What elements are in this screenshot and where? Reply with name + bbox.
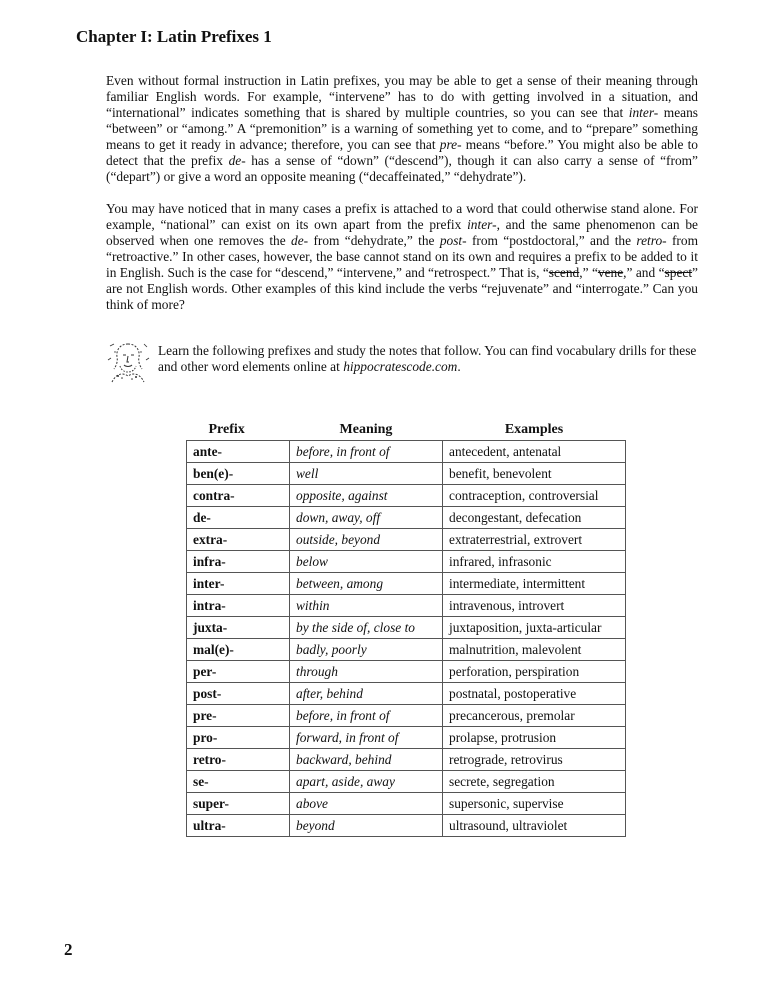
meaning-cell: through	[290, 661, 443, 683]
prefix-cell: se-	[187, 771, 290, 793]
examples-cell: supersonic, supervise	[443, 793, 626, 815]
examples-cell: benefit, benevolent	[443, 463, 626, 485]
prefix-table	[186, 420, 626, 837]
meaning-cell: after, behind	[290, 683, 443, 705]
prefix-cell: contra-	[187, 485, 290, 507]
meaning-cell: between, among	[290, 573, 443, 595]
examples-cell: intermediate, intermittent	[443, 573, 626, 595]
prefix-cell: per-	[187, 661, 290, 683]
table-body	[187, 441, 626, 837]
examples-cell: prolapse, protrusion	[443, 727, 626, 749]
prefix-cell: pre-	[187, 705, 290, 727]
intro-paragraph: Even without formal instruction in Latin prefixes, you may be able to get a sense of their meaning through familiar English words. For example, “intervene” has to do with getting involved in a situation, and “international” indicates something that is shared by multiple countries, so you can see that inter- means “between” or “among.” A “premonition” is a warning of something yet to come, and to “prepare” something means to get it ready in advance; therefore, you can see that pre- means “before.” You might also be able to detect that the prefix de- has a sense of “down” (“descend”), though it can also carry a sense of “from” (“depart”) or give a word an opposite meaning (“decaffeinated,” “dehydrate”).	[106, 73, 698, 184]
table-row	[187, 749, 626, 771]
meaning-cell: backward, behind	[290, 749, 443, 771]
prefix-cell: intra-	[187, 595, 290, 617]
second-paragraph: You may have noticed that in many cases a prefix is attached to a word that could otherwise stand alone. For example, “national” can exist on its own apart from the prefix inter-, and the same phenomenon can be observed when one removes the de- from “dehydrate,” the post- from “postdoctoral,” and the retro- from “retroactive.” In other cases, however, the base cannot stand on its own and requires a prefix to be added to it in English. Such is the case for “descend,” “intervene,” and “retrospect.” That is, “scend,” “vene,” and “spect” are not English words. Other examples of this kind include the verbs “rejuvenate” and “interrogate.” Can you think of more?	[106, 201, 699, 312]
prefix-cell: ultra-	[187, 815, 290, 837]
prefix-cell: ante-	[187, 441, 290, 463]
meaning-cell: beyond	[290, 815, 443, 837]
examples-cell: ultrasound, ultraviolet	[443, 815, 626, 837]
table-row	[187, 727, 626, 749]
meaning-cell: before, in front of	[290, 705, 443, 727]
examples-cell: malnutrition, malevolent	[443, 639, 626, 661]
table-row	[187, 815, 626, 837]
header-prefix: Prefix	[208, 422, 245, 437]
table-row	[187, 661, 626, 683]
table-row	[187, 441, 626, 463]
table-row	[187, 617, 626, 639]
examples-cell: postnatal, postoperative	[443, 683, 626, 705]
examples-cell: decongestant, defecation	[443, 507, 626, 529]
meaning-cell: well	[290, 463, 443, 485]
study-note	[106, 338, 706, 388]
examples-cell: antecedent, antenatal	[443, 441, 626, 463]
examples-cell: juxtaposition, juxta-articular	[443, 617, 626, 639]
meaning-cell: by the side of, close to	[290, 617, 443, 639]
examples-cell: extraterrestrial, extrovert	[443, 529, 626, 551]
table-row	[187, 793, 626, 815]
meaning-cell: badly, poorly	[290, 639, 443, 661]
prefix-cell: super-	[187, 793, 290, 815]
table-row	[187, 529, 626, 551]
prefix-cell: ben(e)-	[187, 463, 290, 485]
table-row	[187, 705, 626, 727]
examples-cell: secrete, segregation	[443, 771, 626, 793]
prefix-table-container	[186, 420, 626, 837]
hippocrates-portrait-icon	[106, 338, 150, 384]
header-meaning: Meaning	[339, 422, 393, 437]
prefix-cell: post-	[187, 683, 290, 705]
note-text: Learn the following prefixes and study the notes that follow. You can find vocabulary drills for these and other word elements online at hippocratescode.com.	[158, 343, 697, 374]
examples-cell: intravenous, introvert	[443, 595, 626, 617]
meaning-cell: opposite, against	[290, 485, 443, 507]
prefix-cell: inter-	[187, 573, 290, 595]
chapter-title: Chapter I: Latin Prefixes 1	[76, 27, 272, 46]
meaning-cell: within	[290, 595, 443, 617]
prefix-cell: mal(e)-	[187, 639, 290, 661]
page-number: 2	[64, 940, 73, 959]
examples-cell: contraception, controversial	[443, 485, 626, 507]
examples-cell: precancerous, premolar	[443, 705, 626, 727]
meaning-cell: outside, beyond	[290, 529, 443, 551]
table-row	[187, 485, 626, 507]
prefix-cell: juxta-	[187, 617, 290, 639]
examples-cell: perforation, perspiration	[443, 661, 626, 683]
meaning-cell: below	[290, 551, 443, 573]
header-examples: Examples	[504, 422, 564, 437]
meaning-cell: apart, aside, away	[290, 771, 443, 793]
prefix-cell: de-	[187, 507, 290, 529]
meaning-cell: forward, in front of	[290, 727, 443, 749]
table-row	[187, 595, 626, 617]
table-row	[187, 639, 626, 661]
table-row	[187, 551, 626, 573]
table-header-row	[187, 420, 626, 441]
examples-cell: infrared, infrasonic	[443, 551, 626, 573]
meaning-cell: above	[290, 793, 443, 815]
table-row	[187, 573, 626, 595]
meaning-cell: down, away, off	[290, 507, 443, 529]
table-row	[187, 683, 626, 705]
prefix-cell: infra-	[187, 551, 290, 573]
table-row	[187, 771, 626, 793]
prefix-cell: pro-	[187, 727, 290, 749]
table-row	[187, 463, 626, 485]
prefix-cell: retro-	[187, 749, 290, 771]
examples-cell: retrograde, retrovirus	[443, 749, 626, 771]
prefix-cell: extra-	[187, 529, 290, 551]
meaning-cell: before, in front of	[290, 441, 443, 463]
table-row	[187, 507, 626, 529]
